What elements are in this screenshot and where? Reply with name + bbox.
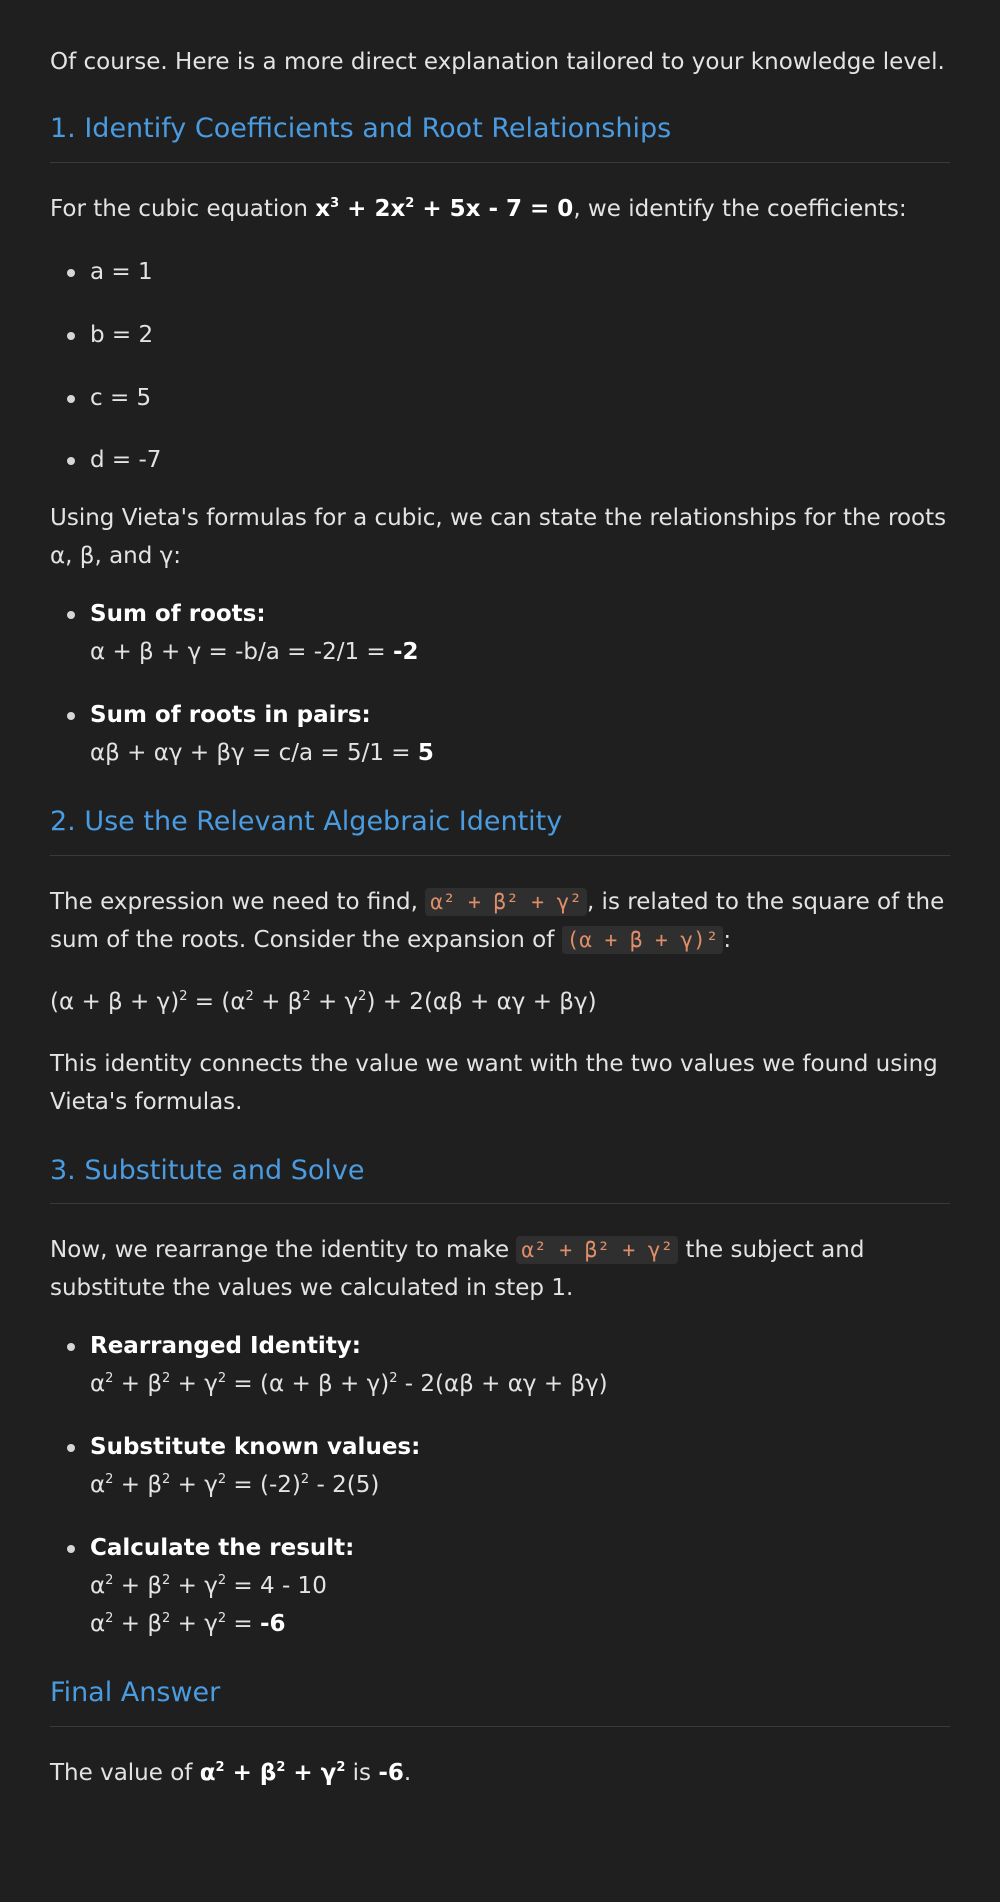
identity-explanation: This identity connects the value we want with the two values we found using Vieta's formulas. bbox=[50, 1050, 938, 1115]
final-answer-value: -6 bbox=[378, 1759, 404, 1786]
inline-code: (α + β + γ)² bbox=[562, 926, 724, 954]
section-1-paragraph: For the cubic equation $x^3 + 2x^2 + 5x - 7 = 0$, we identify the coefficients: bbox=[50, 195, 907, 222]
intro-text: Of course. Here is a more direct explanation tailored to your knowledge level. bbox=[50, 49, 945, 75]
section-2-paragraph: The expression we need to find, α² + β² + γ² , is related to the square of the sum of the roots. Consider the expansion of (α + β + γ)² : bbox=[50, 888, 945, 953]
cubic-equation: $x^3 + 2x^2 + 5x - 7 = 0$ bbox=[315, 195, 574, 222]
section-2-heading: 2. Use the Relevant Algebraic Identity bbox=[50, 803, 950, 856]
list-item: Sum of roots in pairs: αβ + αγ + βγ = c/a = 5/1 = 5 bbox=[90, 697, 950, 773]
section-3-paragraph: Now, we rearrange the identity to make α² + β² + γ² the subject and substitute the values we calculated in step 1. bbox=[50, 1237, 865, 1302]
substitute-values-label: Substitute known values: bbox=[90, 1434, 421, 1461]
sum-of-pairs-label: Sum of roots in pairs: bbox=[90, 702, 371, 729]
final-answer-heading: Final Answer bbox=[50, 1674, 950, 1727]
calculation-step: $\alpha^2 + \beta^2 + \gamma^2 = 4 - 10$ bbox=[90, 1572, 327, 1599]
coefficient-list bbox=[50, 254, 950, 481]
final-answer-text: The value of $\alpha^2 + \beta^2 + \gamma^2$ is -6. bbox=[50, 1759, 412, 1786]
inline-code: α² + β² + γ² bbox=[516, 1236, 678, 1264]
expansion-identity: $(\alpha + \beta + \gamma)^2 = (\alpha^2 + \beta^2 + \gamma^2) + 2(\alpha\beta + \alpha\gamma + \beta\gamma)$ bbox=[50, 988, 597, 1015]
calculation-result: $\alpha^2 + \beta^2 + \gamma^2 = -6$ bbox=[90, 1610, 286, 1637]
calculate-result-label: Calculate the result: bbox=[90, 1534, 355, 1561]
list-item bbox=[90, 1328, 950, 1404]
list-item: c = 5 bbox=[90, 380, 950, 418]
section-3-heading: 3. Substitute and Solve bbox=[50, 1152, 950, 1205]
list-item bbox=[90, 1530, 950, 1644]
list-item bbox=[90, 1429, 950, 1505]
rearranged-identity: $\alpha^2 + \beta^2 + \gamma^2 = (\alpha + \beta + \gamma)^2 - 2(\alpha\beta + \alpha\gamma + \beta\gamma)$ bbox=[90, 1371, 608, 1398]
sum-of-pairs-value: 5 bbox=[417, 740, 434, 767]
list-item: a = 1 bbox=[90, 254, 950, 292]
list-item: d = -7 bbox=[90, 442, 950, 480]
vieta-paragraph: Using Vieta's formulas for a cubic, we can state the relationships for the roots α, β, and γ: bbox=[50, 505, 947, 570]
vieta-list bbox=[50, 596, 950, 773]
list-item: b = 2 bbox=[90, 317, 950, 355]
list-item: Sum of roots: α + β + γ = -b/a = -2/1 = -2 bbox=[90, 596, 950, 672]
rearranged-identity-label: Rearranged Identity: bbox=[90, 1333, 362, 1360]
sum-of-roots-value: -2 bbox=[392, 639, 419, 666]
inline-code: α² + β² + γ² bbox=[425, 888, 587, 916]
solution-steps-list bbox=[50, 1328, 950, 1644]
substituted-expression: $\alpha^2 + \beta^2 + \gamma^2 = (-2)^2 - 2(5)$ bbox=[90, 1472, 380, 1499]
sum-of-roots-label: Sum of roots: bbox=[90, 601, 266, 628]
section-1-heading: 1. Identify Coefficients and Root Relationships bbox=[50, 110, 950, 163]
